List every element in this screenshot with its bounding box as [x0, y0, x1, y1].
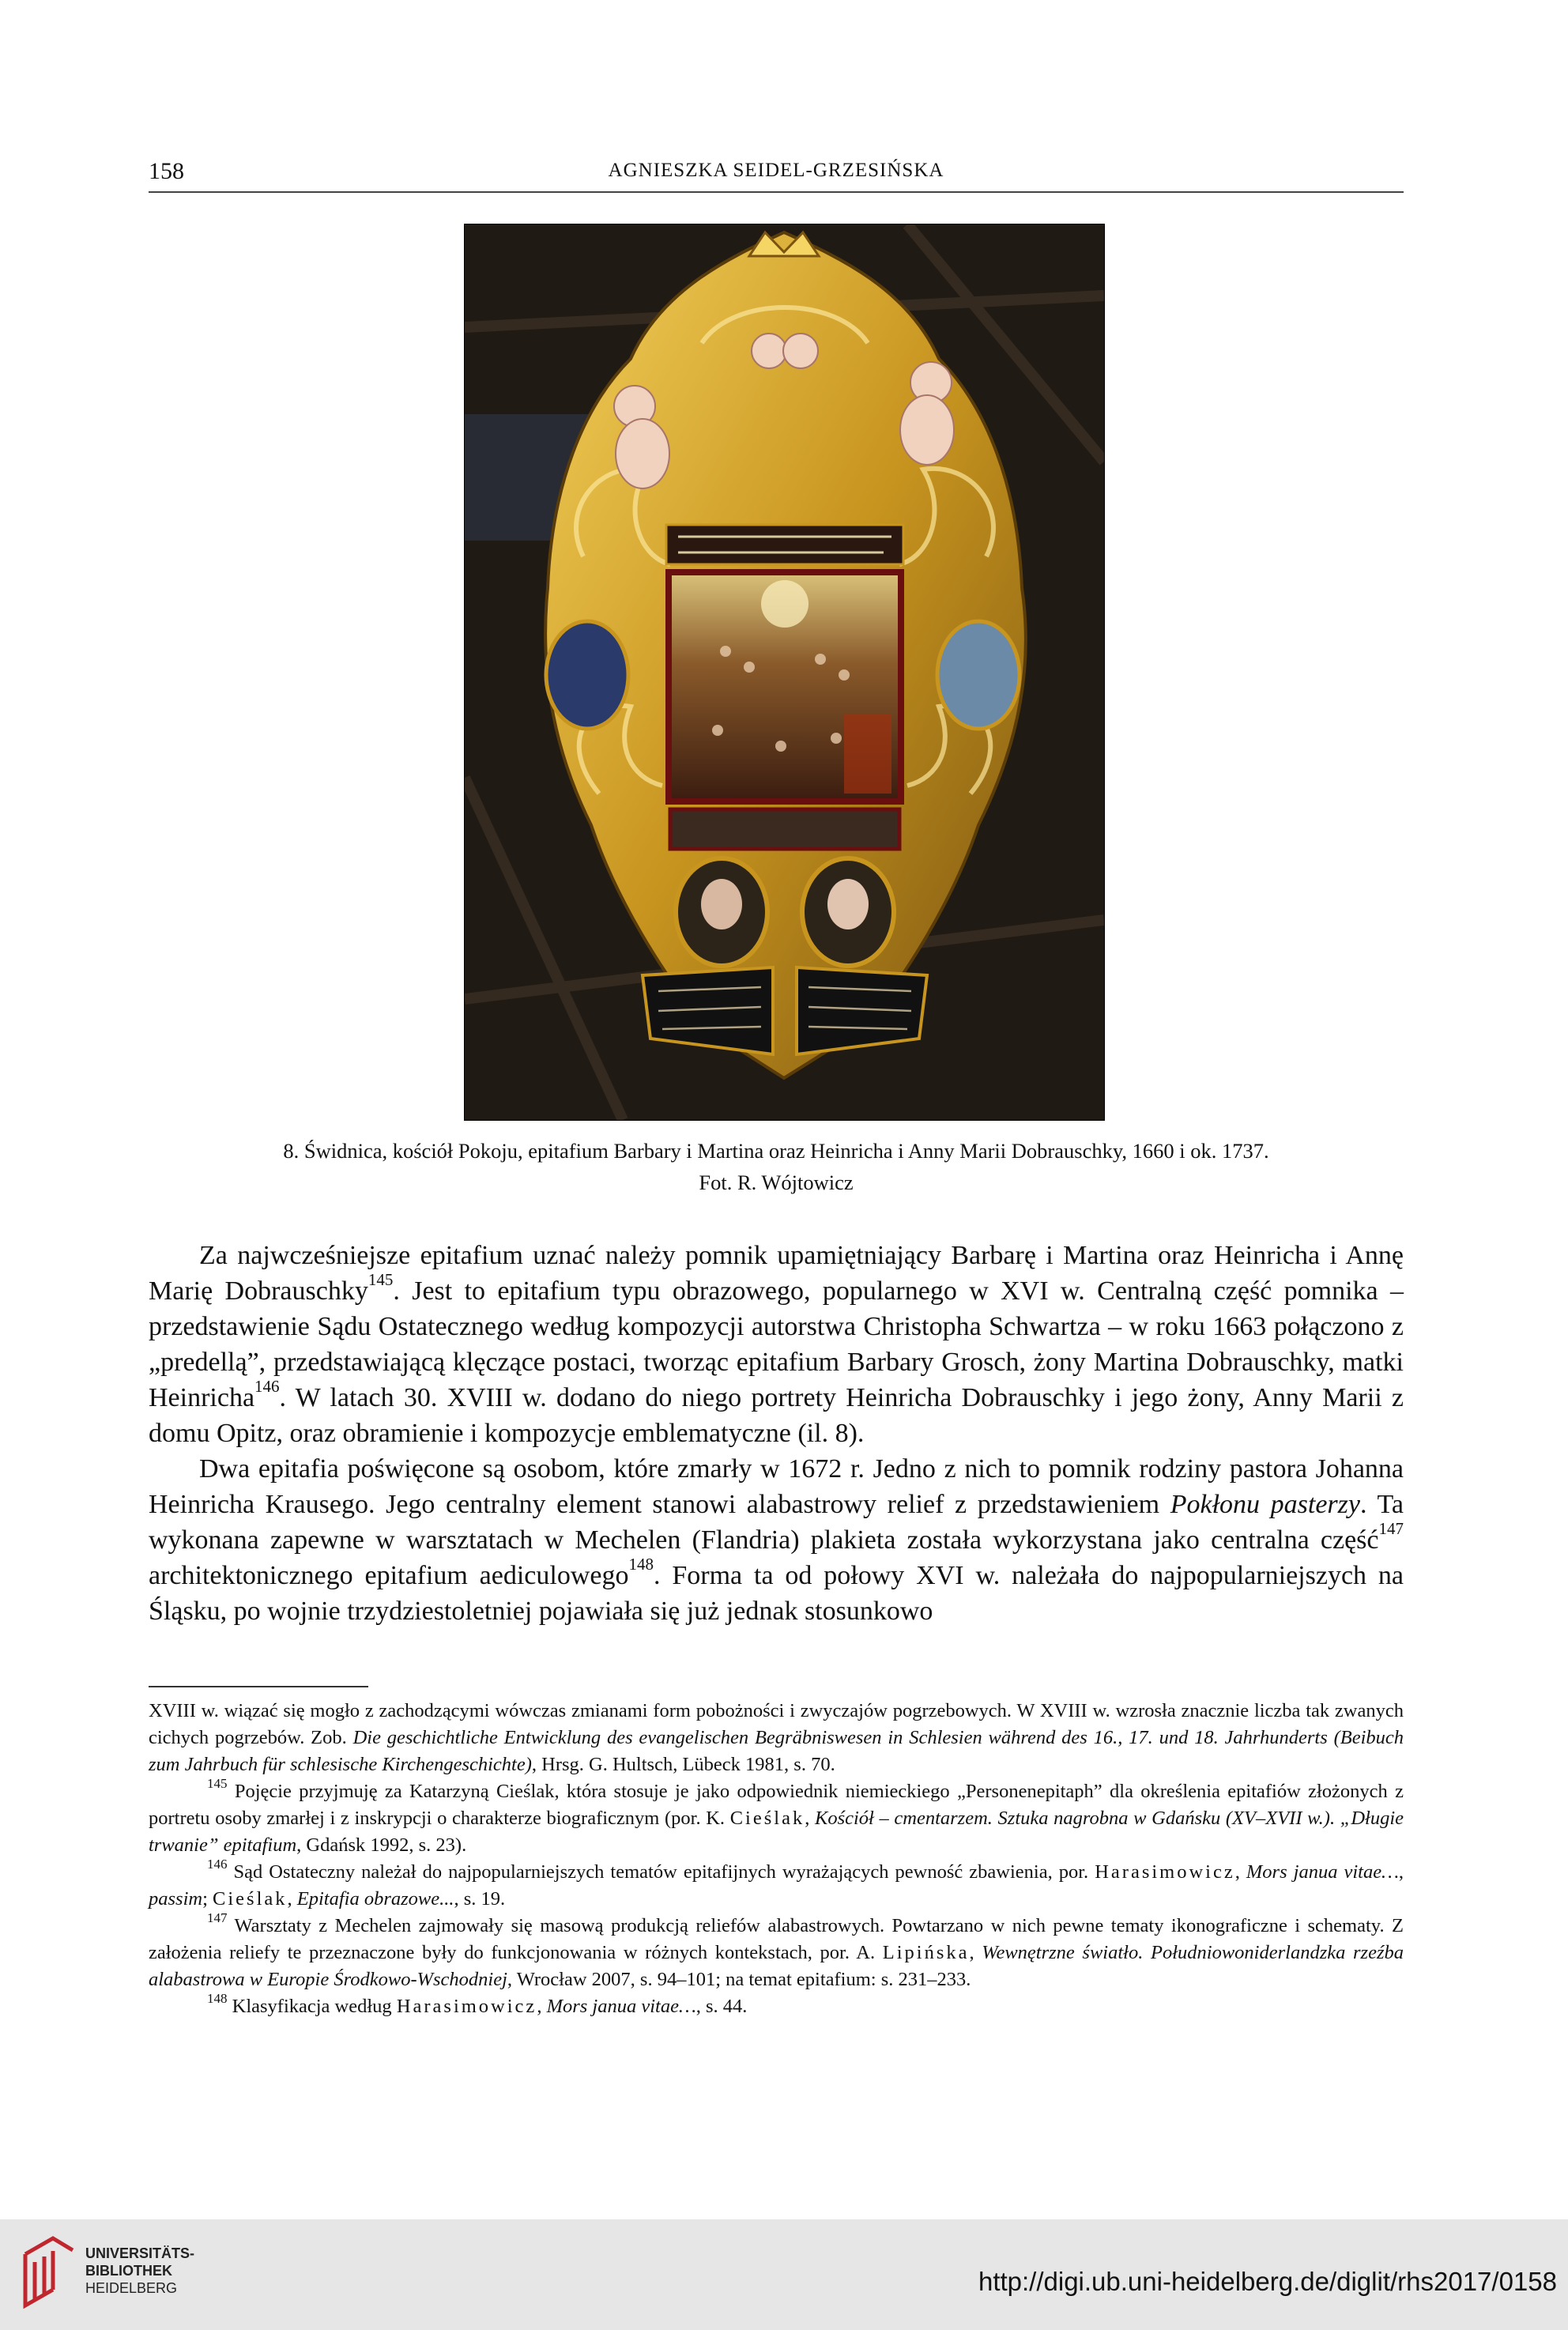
text-run: , — [1398, 1861, 1404, 1883]
text-run: Dwa epitafia poświęcone są osobom, które zmarły w 1672 r. Jedno z nich to pomnik rodziny pastora Johanna Heinricha Krausego. Jego centralny element stanowi alabastrowy relief z przedstawieniem — [149, 1454, 1404, 1519]
text-run: Warsztaty z Mechelen zajmowały się masową produkcją reliefów alabastrowych. Powtarzano w nich pewne tematy ikonograficzne i schematy. Z założenia reliefy te przeznaczone były do funkcjonowania w różnych kontekstach, por. A. — [149, 1915, 1404, 1963]
text-run: , — [1234, 1861, 1246, 1883]
footnote-ref: 146 — [254, 1377, 280, 1396]
text-run: , — [287, 1888, 297, 1910]
running-head: AGNIESZKA SEIDEL-GRZESIŃSKA — [608, 160, 944, 181]
library-footer-bar — [0, 2219, 1568, 2330]
text-run: XVIII w. wiązać się mogło z zachodzącymi wówczas zmianami form pobożności i zwyczajów pogrzebowych. W XVIII w. wzrosła znacznie liczba tak zwanych cichych pogrzebów. Zob. — [149, 1700, 1404, 1748]
ornate-epitaph-photo-icon — [465, 224, 1104, 1120]
author-name: Harasimowicz — [1095, 1861, 1235, 1883]
library-logo-icon — [17, 2230, 81, 2317]
italic-title: Epitafia obrazowe... — [296, 1888, 454, 1910]
italic-title: Mors janua vitae… — [1246, 1861, 1399, 1883]
text-run: . Forma ta od połowy XVI w. należała do najpopularniejszych na Śląsku, po wojnie trzydziestoletniej pojawiała się już jednak stosunkowo — [149, 1561, 1404, 1626]
paragraph — [149, 1451, 1404, 1629]
permalink-url[interactable]: http://digi.ub.uni-heidelberg.de/diglit/rhs2017/0158 — [978, 2267, 1557, 2296]
footnote-number: 146 — [207, 1857, 228, 1872]
main-text — [149, 1238, 1404, 1629]
author-name: Cieślak — [729, 1808, 805, 1829]
footnote-148 — [149, 1993, 1404, 2020]
logo-line: BIBLIOTHEK — [85, 2263, 172, 2279]
text-run: , s. 44. — [695, 1996, 748, 2017]
text-run: Za najwcześniejsze epitafium uznać należy pomnik upamiętniający Barbarę i Martina oraz Heinricha i Annę Marię Dobrauschky — [149, 1241, 1404, 1306]
italic-title: Die geschichtliche Entwicklung des evangelischen Begräbniswesen in Schlesien während des 16., 17. und 18. Jahrhunderts (Beibuch zum Jahrbuch für schlesische Kirchengeschichte) — [149, 1727, 1404, 1775]
italic-title: Wewnętrzne światło. Południowoniderlandzka rzeźba alabastrowa w Europie Środkowo-Wschodniej — [149, 1942, 1404, 1990]
footnote-146 — [149, 1859, 1404, 1913]
text-run: . Ta wykonana zapewne w warsztatach w Mechelen (Flandria) plakieta została wykorzystana jako centralna część — [149, 1490, 1404, 1555]
author-name: Lipińska — [882, 1942, 970, 1963]
logo-line: UNIVERSITÄTS- — [85, 2245, 195, 2261]
text-run: , s. 19. — [454, 1888, 506, 1910]
text-run: , Gdańsk 1992, s. 23). — [296, 1834, 467, 1856]
footnote-number: 148 — [207, 1991, 228, 2006]
text-run: , Hrsg. G. Hultsch, Lübeck 1981, s. 70. — [531, 1754, 835, 1775]
footnote-147 — [149, 1910, 1404, 1993]
logo-line: HEIDELBERG — [85, 2280, 178, 2296]
footnote-ref: 145 — [368, 1270, 394, 1289]
footnotes — [149, 1698, 1404, 2020]
italic-title: passim — [149, 1888, 203, 1910]
italic-title: Mors janua vitae… — [546, 1996, 696, 2017]
epitaph-photo — [464, 224, 1105, 1121]
figure-credit: Fot. R. Wójtowicz — [699, 1171, 854, 1194]
text-run: . W latach 30. XVIII w. dodano do niego portrety Heinricha Dobrauschky i jego żony, Anny Marii z domu Opitz, oraz obramienie i kompozycje emblematyczne (il. 8). — [149, 1383, 1404, 1448]
page-number: 158 — [149, 158, 184, 184]
text-run: Klasyfikacja według — [227, 1996, 397, 2017]
text-run: architektonicznego epitafium aediculowego — [149, 1561, 629, 1590]
footnote-number: 145 — [207, 1776, 228, 1791]
text-run: , Wrocław 2007, s. 94–101; na temat epitafium: s. 231–233. — [507, 1969, 971, 1990]
italic-title: Pokłonu pasterzy — [1170, 1490, 1360, 1519]
footnote-ref: 147 — [1378, 1519, 1404, 1538]
page-header — [149, 155, 1404, 193]
text-run: ; — [202, 1888, 213, 1910]
text-run: . Jest to epitafium typu obrazowego, popularnego w XVI w. Centralną część pomnika – przedstawienie Sądu Ostatecznego według kompozycji autorstwa Christopha Schwartza – w roku 1663 połączono z „predellą”, przedstawiającą klęczące postaci, tworząc epitafium Barbary Grosch, żony Martina Dobrauschky, matki Heinricha — [149, 1276, 1404, 1412]
text-run: Sąd Ostateczny należał do najpopularniejszych tematów epitafijnych wyrażających pewność zbawienia, por. — [227, 1861, 1095, 1883]
footnote-145 — [149, 1778, 1404, 1859]
footnote-continuation — [149, 1698, 1404, 1778]
italic-title: Kościół – cmentarzem. Sztuka nagrobna w Gdańsku (XV–XVII w.). „Długie trwanie” epitafium — [149, 1808, 1404, 1856]
library-name — [85, 2245, 194, 2297]
text-run: , — [537, 1996, 547, 2017]
text-run: Pojęcie przyjmuję za Katarzyną Cieślak, która stosuje je jako odpowiednik niemieckiego „Personenepitaph” dla określenia epitafiów złożonych z portretu osoby zmarłej i z inskrypcji o charakterze biograficznym (por. K. — [149, 1781, 1404, 1829]
footnote-ref: 148 — [628, 1555, 654, 1574]
paragraph — [149, 1238, 1404, 1451]
footnote-divider — [149, 1686, 368, 1687]
footnote-number: 147 — [207, 1910, 228, 1925]
author-name: Cieślak — [213, 1888, 288, 1910]
text-run: , — [805, 1808, 815, 1829]
text-run: , — [969, 1942, 982, 1963]
figure-caption: 8. Świdnica, kościół Pokoju, epitafium Barbary i Martina oraz Heinricha i Anny Marii Dobrauschky, 1660 i ok. 1737. — [283, 1139, 1269, 1163]
author-name: Harasimowicz — [396, 1996, 537, 2017]
